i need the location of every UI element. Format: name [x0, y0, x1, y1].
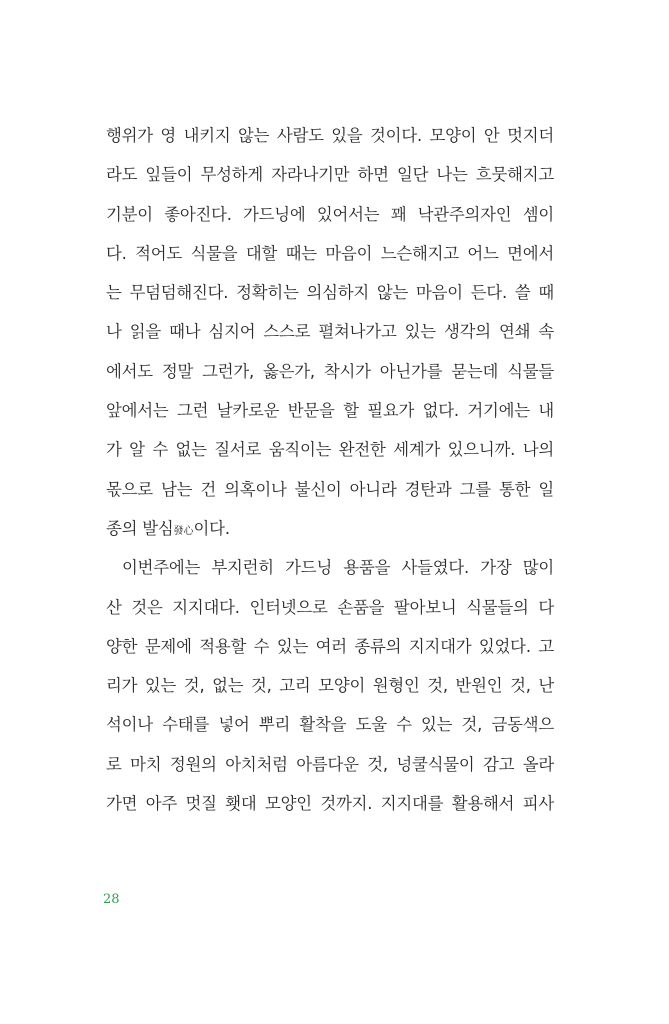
- text-line: 앞에서는 그런 날카로운 반문을 할 필요가 없다. 거기에는 내: [106, 401, 554, 421]
- text-line: 가 알 수 없는 질서로 움직이는 완전한 세계가 있으니까. 나의: [106, 440, 554, 460]
- text-line: 기분이 좋아진다. 가드닝에 있어서는 꽤 낙관주의자인 셈이: [106, 204, 554, 224]
- page-number: 28: [103, 892, 120, 907]
- text-line: 라도 잎들이 무성하게 자라나기만 하면 일단 나는 흐뭇해지고: [106, 165, 554, 185]
- text-line-last: [106, 509, 554, 548]
- text-line: 로 마치 정원의 아치처럼 아름다운 것, 넝쿨식물이 감고 올라: [106, 754, 554, 774]
- text-fragment: 종의 발심: [106, 518, 174, 538]
- body-text: [106, 116, 554, 823]
- text-line: 나 읽을 때나 심지어 스스로 펼쳐나가고 있는 생각의 연쇄 속: [106, 322, 554, 342]
- text-fragment: 이다.: [193, 518, 230, 538]
- text-line: 양한 문제에 적용할 수 있는 여러 종류의 지지대가 있었다. 고: [106, 636, 554, 656]
- text-line: 가면 아주 멋질 횃대 모양인 것까지. 지지대를 활용해서 피사: [106, 794, 554, 814]
- text-line: 는 무덤덤해진다. 정확히는 의심하지 않는 마음이 든다. 쓸 때: [106, 283, 554, 303]
- text-line: 행위가 영 내키지 않는 사람도 있을 것이다. 모양이 안 멋지더: [106, 126, 554, 145]
- text-line: 석이나 수태를 넣어 뿌리 활착을 도울 수 있는 것, 금동색으: [106, 715, 554, 735]
- text-line: 이번주에는 부지런히 가드닝 용품을 사들였다. 가장 많이: [122, 558, 554, 578]
- text-line: 산 것은 지지대다. 인터넷으로 손품을 팔아보니 식물들의 다: [106, 597, 554, 617]
- hanja-annotation: 發心: [173, 525, 194, 537]
- text-line: 리가 있는 것, 없는 것, 고리 모양이 원형인 것, 반원인 것, 난: [106, 676, 554, 696]
- paragraph-2: [106, 548, 554, 823]
- text-line: 몫으로 남는 건 의혹이나 불신이 아니라 경탄과 그를 통한 일: [106, 479, 554, 499]
- paragraph-1: [106, 116, 554, 548]
- text-line: 에서도 정말 그런가, 옳은가, 착시가 아닌가를 묻는데 식물들: [106, 361, 554, 381]
- text-line: 다. 적어도 식물을 대할 때는 마음이 느슨해지고 어느 면에서: [106, 243, 554, 263]
